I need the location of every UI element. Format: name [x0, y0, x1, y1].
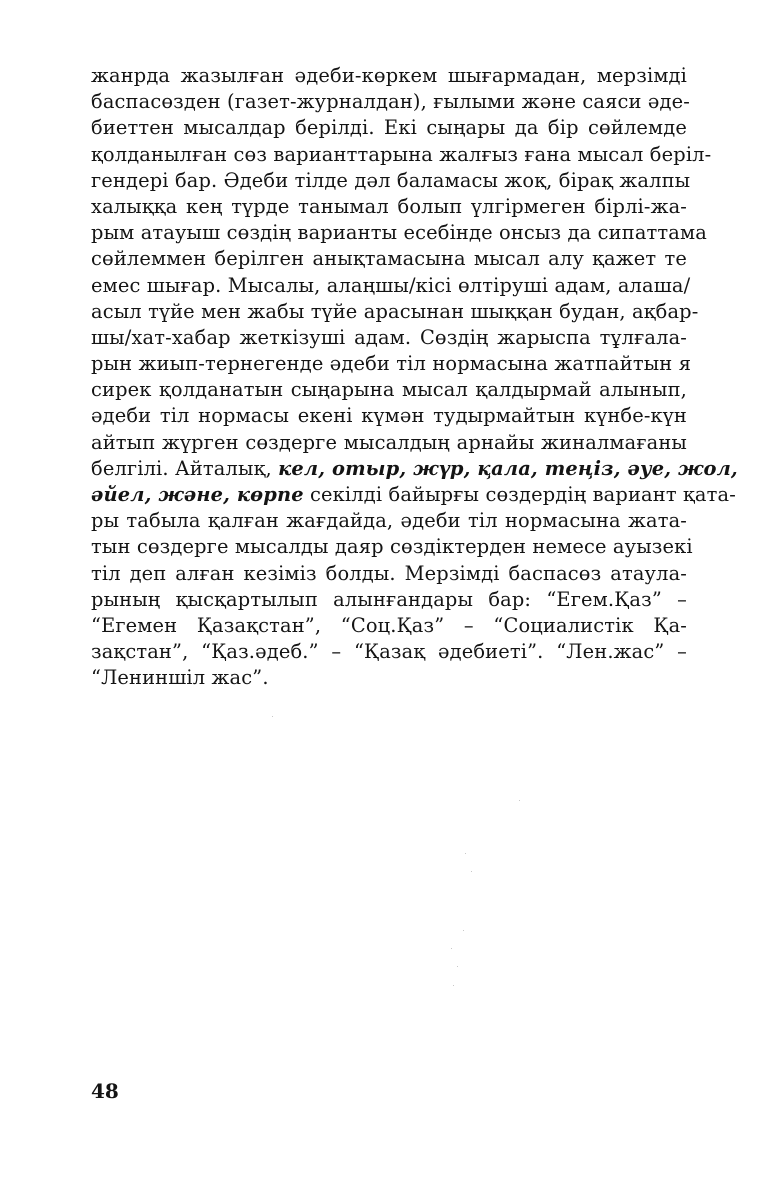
scan-speck: [272, 716, 273, 717]
text-run: рының қысқартылып алынғандары бар: “Егем.Қаз” –: [91, 587, 687, 611]
text-run: “Егемен Қазақстан”, “Соц.Қаз” – “Социалистік Қа-: [91, 613, 687, 637]
text-run: секілді байырғы сөздердің вариант қата-: [303, 483, 736, 506]
text-line: [91, 299, 699, 325]
scan-speck: [519, 800, 520, 801]
text-run: баспасөзден (газет-журналдан), ғылыми және саяси әде-: [91, 90, 690, 114]
text-run: шы/хат-хабар жеткізуші адам. Сөздің жарыспа тұлғала-: [91, 325, 687, 349]
text-run: халыққа кең түрде танымал болып үлгірмеген бірлі-жа-: [91, 194, 687, 218]
text-line: [91, 613, 687, 639]
scan-speck: [457, 966, 458, 967]
example-words: әйел, және, көрпе: [91, 483, 304, 506]
scan-speck: [453, 985, 454, 986]
text-run: гендері бар. Әдеби тілде дәл баламасы жоқ, бірақ жалпы: [91, 168, 691, 192]
text-line: [91, 220, 707, 246]
page-number: 48: [91, 1079, 119, 1103]
text-run: рын жиып-тернегенде әдеби тіл нормасына жатпайтын я: [91, 352, 692, 376]
text-line: [91, 246, 687, 272]
text-line: [91, 194, 687, 220]
text-line: [91, 403, 687, 429]
scan-speck: [451, 948, 452, 949]
text-run: емес шығар. Мысалы, алаңшы/кісі өлтіруші адам, алаша/: [91, 273, 691, 297]
text-run: айтып жүрген сөздерге мысалдың арнайы жиналмағаны: [91, 430, 687, 454]
text-line: [91, 351, 692, 377]
text-line: [91, 456, 738, 482]
text-line: [91, 508, 687, 534]
text-run: қолданылған сөз варианттарына жалғыз ғана мысал беріл-: [91, 142, 712, 166]
text-line: [91, 561, 687, 587]
text-run: рым атауыш сөздің варианты есебінде онсыз да сипаттама: [91, 221, 707, 245]
text-line: [91, 534, 693, 560]
text-line: [91, 89, 690, 115]
text-run: асыл түйе мен жабы түйе арасынан шыққан будан, ақбар-: [91, 299, 699, 323]
body-paragraph: [91, 63, 738, 692]
scan-speck: [463, 930, 464, 931]
example-words: кел, отыр, жүр, қала, теңіз, әуе, жол,: [278, 456, 738, 480]
text-run: биеттен мысалдар берілді. Екі сыңары да бір сөйлемде: [91, 116, 687, 140]
text-line: [91, 639, 687, 665]
text-line: [91, 273, 691, 299]
text-run: жанрда жазылған әдеби-көркем шығармадан, мерзімді: [91, 64, 687, 87]
scan-speck: [465, 853, 466, 854]
text-run: “Лениншіл жас”.: [91, 666, 269, 690]
text-line: [91, 430, 687, 456]
text-line: [91, 63, 687, 89]
text-line: [91, 325, 687, 351]
text-line: [91, 482, 736, 508]
text-run: тіл деп алған кезіміз болды. Мерзімді баспасөз атаула-: [91, 561, 687, 585]
text-run: әдеби тіл нормасы екені күмән тудырмайтын күнбе-күн: [91, 404, 687, 428]
text-line: [91, 168, 691, 194]
text-line: [91, 115, 687, 141]
scan-speck: [471, 871, 472, 872]
text-line: [91, 142, 712, 168]
text-line: [91, 587, 687, 613]
text-run: тын сөздерге мысалды даяр сөздіктерден немесе ауызекі: [91, 535, 693, 559]
text-run: сирек қолданатын сыңарына мысал қалдырмай алынып,: [91, 378, 687, 402]
text-run: зақстан”, “Қаз.әдеб.” – “Қазақ әдебиеті”. “Лен.жас” –: [91, 640, 687, 664]
text-line: [91, 377, 687, 403]
text-run: белгілі. Айталық,: [91, 456, 279, 480]
text-run: ры табыла қалған жағдайда, әдеби тіл нормасына жата-: [91, 509, 687, 533]
text-line: [91, 665, 687, 691]
text-run: сөйлеммен берілген анықтамасына мысал алу қажет те: [91, 247, 687, 271]
